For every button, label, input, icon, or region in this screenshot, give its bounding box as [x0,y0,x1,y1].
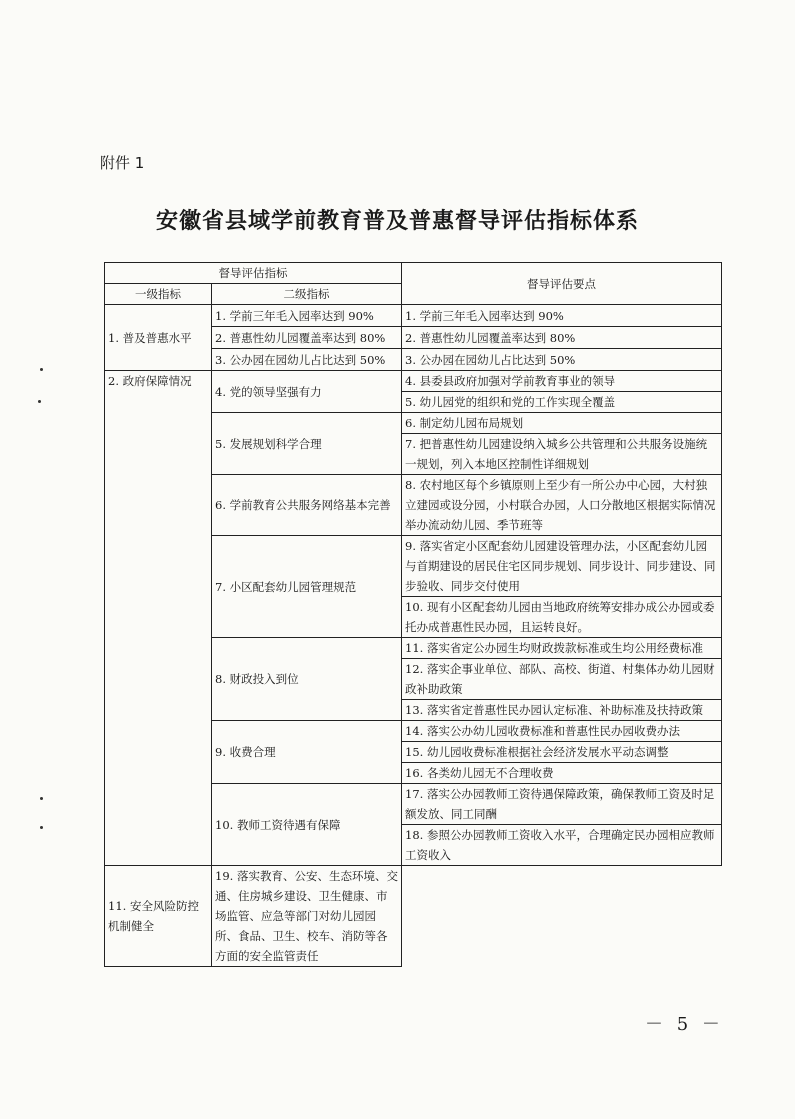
point-cell: 15. 幼儿园收费标准根据社会经济发展水平动态调整 [402,742,722,763]
point-cell: 19. 落实教育、公安、生态环境、交通、住房城乡建设、卫生健康、市场监管、应急等部门对幼儿园园所、食品、卫生、校车、消防等各方面的安全监管责任 [212,866,402,967]
point-cell: 2. 普惠性幼儿园覆盖率达到 80% [402,327,722,349]
point-cell: 8. 农村地区每个乡镇原则上至少有一所公办中心园，大村独立建园或设分园，小村联合办园，人口分散地区根据实际情况举办流动幼儿园、季节班等 [402,475,722,536]
page-number: － 5 － [645,1014,724,1035]
document-title: 安徽省县域学前教育普及普惠督导评估指标体系 [155,208,639,234]
point-cell: 11. 落实省定公办园生均财政拨款标准或生均公用经费标准 [402,638,722,659]
point-cell: 17. 落实公办园教师工资待遇保障政策，确保教师工资及时足额发放、同工同酬 [402,784,722,825]
point-cell: 14. 落实公办幼儿园收费标准和普惠性民办园收费办法 [402,721,722,742]
point-cell: 7. 把普惠性幼儿园建设纳入城乡公共管理和公共服务设施统一规划，列入本地区控制性详细规划 [402,434,722,475]
scan-mark [38,400,41,403]
level1-cell: 2. 政府保障情况 [105,371,212,866]
level2-cell: 7. 小区配套幼儿园管理规范 [212,536,402,638]
point-cell: 10. 现有小区配套幼儿园由当地政府统筹安排办成公办园或委托办成普惠性民办园，且运转良好。 [402,597,722,638]
scan-mark [40,797,43,800]
point-cell: 13. 落实省定普惠性民办园认定标准、补助标准及扶持政策 [402,700,722,721]
level2-cell: 1. 学前三年毛入园率达到 90% [212,305,402,327]
header-level1: 一级指标 [105,284,212,305]
level2-cell: 6. 学前教育公共服务网络基本完善 [212,475,402,536]
level2-cell: 5. 发展规划科学合理 [212,413,402,475]
level2-cell: 9. 收费合理 [212,721,402,784]
point-cell: 16. 各类幼儿园无不合理收费 [402,763,722,784]
level2-cell: 2. 普惠性幼儿园覆盖率达到 80% [212,327,402,349]
header-level2: 二级指标 [212,284,402,305]
scan-mark [40,826,43,829]
point-cell: 12. 落实企事业单位、部队、高校、街道、村集体办幼儿园财政补助政策 [402,659,722,700]
indicator-table [104,262,722,967]
point-cell: 9. 落实省定小区配套幼儿园建设管理办法，小区配套幼儿园与首期建设的居民住宅区同步规划、同步设计、同步建设、同步验收、同步交付使用 [402,536,722,597]
header-group: 督导评估指标 [105,263,402,284]
point-cell: 3. 公办园在园幼儿占比达到 50% [402,349,722,371]
point-cell: 18. 参照公办园教师工资收入水平，合理确定民办园相应教师工资收入 [402,825,722,866]
point-cell: 5. 幼儿园党的组织和党的工作实现全覆盖 [402,392,722,413]
level2-cell: 11. 安全风险防控机制健全 [105,866,212,967]
point-cell: 6. 制定幼儿园布局规划 [402,413,722,434]
scan-mark [40,368,43,371]
point-cell: 1. 学前三年毛入园率达到 90% [402,305,722,327]
level2-cell: 8. 财政投入到位 [212,638,402,721]
level1-cell: 1. 普及普惠水平 [105,305,212,371]
level2-cell: 4. 党的领导坚强有力 [212,371,402,413]
level2-cell: 10. 教师工资待遇有保障 [212,784,402,866]
header-points: 督导评估要点 [402,263,722,305]
attachment-label: 附件 1 [100,154,145,172]
level2-cell: 3. 公办园在园幼儿占比达到 50% [212,349,402,371]
point-cell: 4. 县委县政府加强对学前教育事业的领导 [402,371,722,392]
